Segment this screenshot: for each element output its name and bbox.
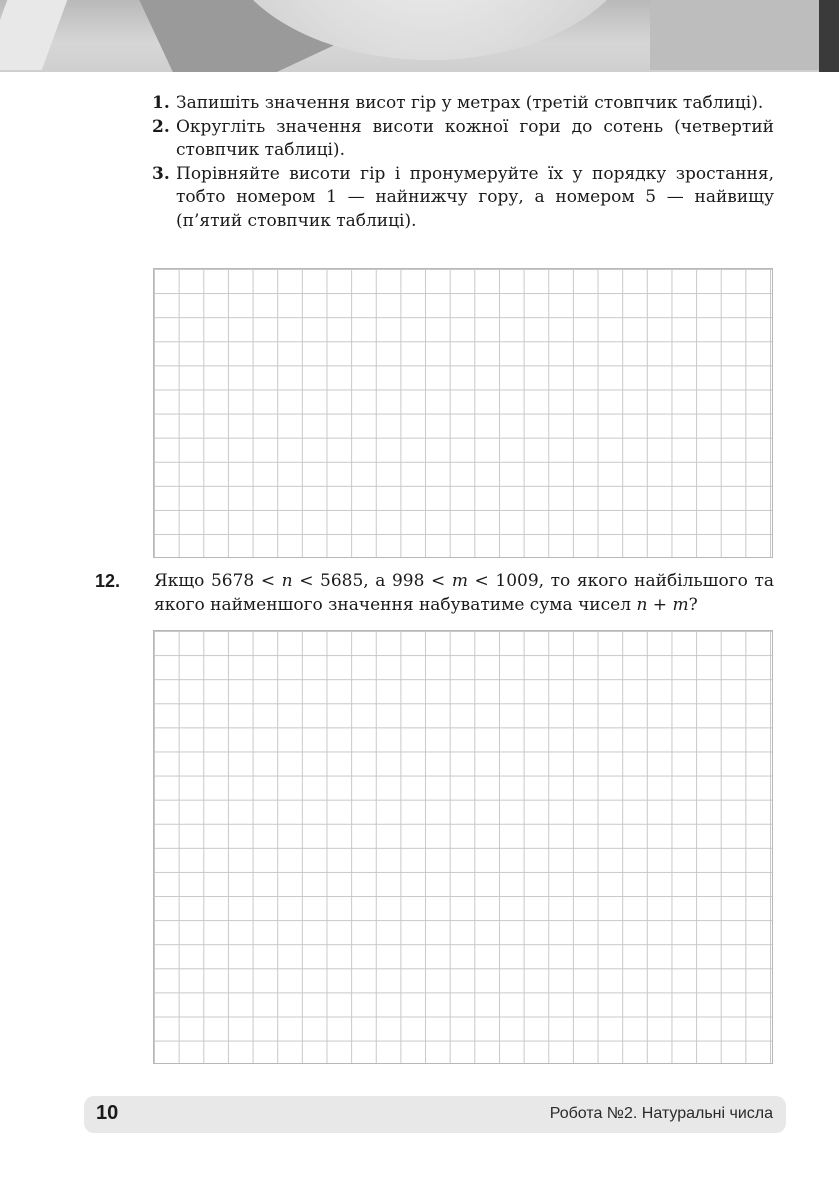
task-text-part: < 5685, а 998 < [292, 571, 452, 591]
step-text: Запишіть значення висот гір у метрах (третій стовпчик таблиці). [176, 93, 764, 113]
variable-m: m [672, 595, 689, 615]
answer-grid-2[interactable] [153, 630, 773, 1064]
footer-section-title: Робота №2. Натуральні числа [549, 1105, 773, 1122]
instruction-step-1 [152, 92, 774, 116]
banner-shape [0, 0, 78, 70]
banner-shape [650, 0, 820, 70]
task-text-part: Якщо 5678 < [154, 571, 282, 591]
page-number: 10 [96, 1102, 119, 1124]
task-text [154, 569, 774, 617]
header-decorative-banner [0, 0, 839, 72]
instruction-step-3 [152, 163, 774, 234]
task-text-part: + [647, 595, 673, 615]
variable-n: n [636, 595, 648, 615]
step-number: 1. [152, 93, 170, 113]
banner-shape [819, 0, 839, 72]
task-text-part: ? [688, 595, 698, 615]
instruction-step-2 [152, 116, 774, 163]
step-number: 3. [152, 163, 170, 184]
step-text: Порівняйте висоти гір і пронумеруйте їх у порядку зростання, тобто номером 1 — найнижчу гору, а номером 5 — найвищу (п’ятий стовпчик таблиці). [176, 163, 774, 231]
step-text: Округліть значення висоти кожної гори до сотень (четвертий стовпчик таблиці). [176, 116, 774, 160]
variable-n: n [281, 571, 293, 591]
task-number: 12. [95, 571, 121, 591]
variable-m: m [451, 571, 468, 591]
answer-grid-1[interactable] [153, 268, 773, 558]
instruction-steps [152, 92, 774, 233]
step-number: 2. [152, 116, 170, 137]
task-text-part: < 1009, то якого найбільшого та якого найменшого значення набуватиме сума чисел [154, 571, 774, 615]
